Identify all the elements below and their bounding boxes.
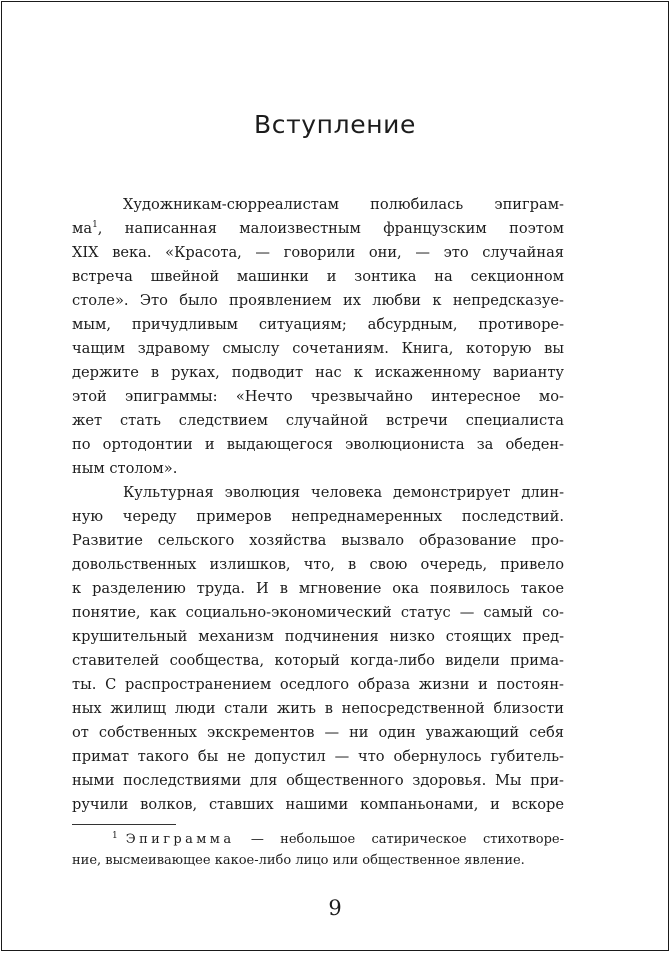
chapter-title: Вступление <box>254 110 416 139</box>
text-line: крушительный механизм подчинения низко стоящих пред- <box>72 628 564 645</box>
book-page <box>1 1 669 951</box>
text-line: встреча швейной машинки и зонтика на секционном <box>72 268 564 285</box>
text-line: Художникам-сюрреалистам полюбилась эпиграм- <box>123 196 564 213</box>
footnote-line: $^1$ Эпиграмма — небольшое сатирическое стихотворе- <box>112 831 564 847</box>
footnote-reference[interactable]: 1 <box>92 220 98 230</box>
text-line: от собственных экскрементов — ни один уважающий себя <box>72 724 564 741</box>
text-line: этой эпиграммы: «Нечто чрезвычайно интересное мо- <box>72 388 564 405</box>
text-line: понятие, как социально-экономический статус — самый со- <box>72 604 564 621</box>
text-line: ную череду примеров непреднамеренных последствий. <box>72 508 564 525</box>
text-line: жет стать следствием случайной встречи специалиста <box>72 412 564 429</box>
text-line: по ортодонтии и выдающегося эволюциониста за обеден- <box>72 436 564 453</box>
footnote-line: ние, высмеивающее какое-либо лицо или общественное явление. <box>72 853 525 868</box>
page-number: 9 <box>328 896 342 920</box>
footnote-separator <box>72 824 176 825</box>
text-line: столе». Это было проявлением их любви к непредсказуе- <box>72 292 564 309</box>
footnote-mark: 1 <box>112 831 118 841</box>
text-line: держите в руках, подводит нас к искаженному варианту <box>72 364 564 381</box>
text-line: примат такого бы не допустил — что обернулось губитель- <box>72 748 564 765</box>
text-line: к разделению труда. И в мгновение ока появилось такое <box>72 580 564 597</box>
text-line: ма$^1$, написанная малоизвестным французским поэтом <box>72 220 564 237</box>
text-line: ты. С распространением оседлого образа жизни и постоян- <box>72 676 564 693</box>
text-line: Культурная эволюция человека демонстрирует длин- <box>123 484 564 501</box>
body-text <box>72 193 564 817</box>
text-line: XIX века. «Красота, — говорили они, — это случайная <box>72 244 564 261</box>
text-line: ными последствиями для общественного здоровья. Мы при- <box>72 772 564 789</box>
text-line: мым, причудливым ситуациям; абсурдным, противоре- <box>72 316 564 333</box>
text-line: чащим здравому смыслу сочетаниям. Книга, которую вы <box>72 340 564 357</box>
text-line: Развитие сельского хозяйства вызвало образование про- <box>72 532 564 549</box>
text-line: довольственных излишков, что, в свою очередь, привело <box>72 556 564 573</box>
text-line: ручили волков, ставших нашими компаньонами, и вскоре <box>72 796 564 813</box>
footnote <box>72 829 564 871</box>
text-line: ным столом». <box>72 460 178 477</box>
footnote-term: Эпиграмма <box>125 832 235 847</box>
text-line: ставителей сообщества, который когда-либо видели прима- <box>72 652 564 669</box>
text-line: ных жилищ люди стали жить в непосредственной близости <box>72 700 564 717</box>
